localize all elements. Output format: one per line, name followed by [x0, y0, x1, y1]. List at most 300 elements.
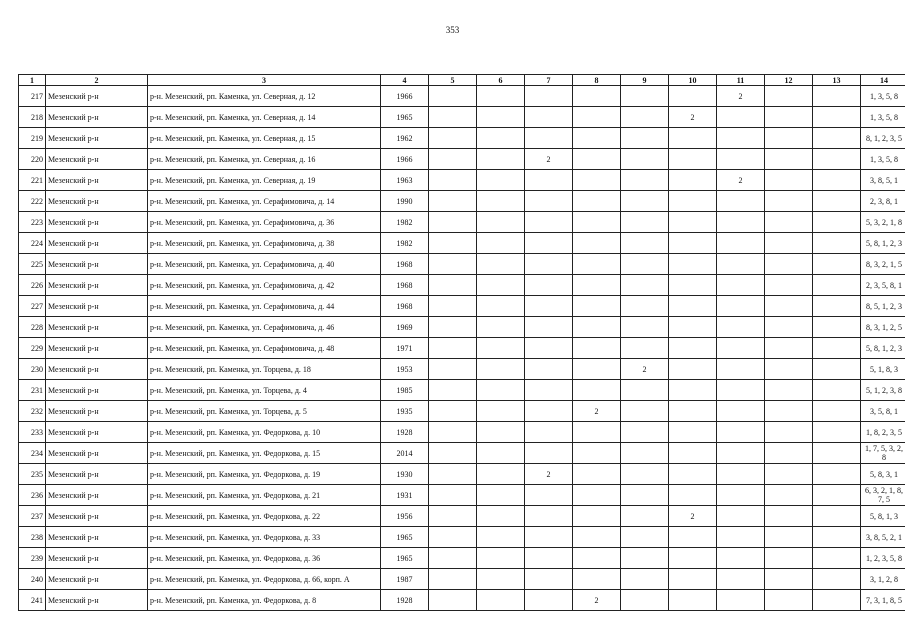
table-row — [19, 443, 905, 464]
col6-cell — [477, 506, 525, 527]
col5-cell — [429, 149, 477, 170]
col5-cell — [429, 380, 477, 401]
col7-cell — [525, 107, 573, 128]
col12-cell — [765, 275, 813, 296]
table-row — [19, 380, 905, 401]
codes-cell: 5, 8, 1, 3 — [861, 506, 905, 527]
col5-cell — [429, 401, 477, 422]
codes-cell: 3, 8, 5, 1 — [861, 170, 905, 191]
address-cell: р-н. Мезенский, рп. Каменка, ул. Серафимовича, д. 36 — [148, 212, 381, 233]
col9-cell — [621, 296, 669, 317]
col6-cell — [477, 485, 525, 506]
col7-cell — [525, 338, 573, 359]
row-number-cell: 232 — [19, 401, 46, 422]
register-table — [18, 74, 905, 611]
address-cell: р-н. Мезенский, рп. Каменка, ул. Федоркова, д. 66, корп. А — [148, 569, 381, 590]
col9-cell — [621, 401, 669, 422]
col12-cell — [765, 359, 813, 380]
address-cell: р-н. Мезенский, рп. Каменка, ул. Северная, д. 14 — [148, 107, 381, 128]
table-row — [19, 317, 905, 338]
year-cell: 1982 — [381, 212, 429, 233]
col6-cell — [477, 401, 525, 422]
col11-cell — [717, 464, 765, 485]
col11-cell — [717, 254, 765, 275]
district-cell: Мезенский р-н — [46, 128, 148, 149]
row-number-cell: 224 — [19, 233, 46, 254]
district-cell: Мезенский р-н — [46, 296, 148, 317]
col7-cell — [525, 590, 573, 611]
col7-cell: 2 — [525, 464, 573, 485]
col6-cell — [477, 569, 525, 590]
codes-cell: 2, 3, 8, 1 — [861, 191, 905, 212]
col10-cell — [669, 254, 717, 275]
col10-cell — [669, 338, 717, 359]
row-number-cell: 241 — [19, 590, 46, 611]
col5-cell — [429, 86, 477, 107]
district-cell: Мезенский р-н — [46, 233, 148, 254]
col5-cell — [429, 128, 477, 149]
col10-cell — [669, 590, 717, 611]
col8-cell — [573, 128, 621, 149]
col13-cell — [813, 401, 861, 422]
year-cell: 1928 — [381, 590, 429, 611]
col5-cell — [429, 422, 477, 443]
row-number-cell: 237 — [19, 506, 46, 527]
address-cell: р-н. Мезенский, рп. Каменка, ул. Северная, д. 16 — [148, 149, 381, 170]
col11-cell — [717, 506, 765, 527]
col10-cell — [669, 401, 717, 422]
column-header-11: 11 — [717, 75, 765, 86]
codes-cell: 8, 5, 1, 2, 3 — [861, 296, 905, 317]
col12-cell — [765, 506, 813, 527]
col9-cell: 2 — [621, 359, 669, 380]
col8-cell — [573, 569, 621, 590]
col6-cell — [477, 464, 525, 485]
col10-cell — [669, 422, 717, 443]
col13-cell — [813, 569, 861, 590]
address-cell: р-н. Мезенский, рп. Каменка, ул. Федоркова, д. 33 — [148, 527, 381, 548]
col11-cell: 2 — [717, 170, 765, 191]
col12-cell — [765, 107, 813, 128]
year-cell: 1968 — [381, 296, 429, 317]
col7-cell — [525, 569, 573, 590]
year-cell: 1962 — [381, 128, 429, 149]
col7-cell — [525, 359, 573, 380]
col12-cell — [765, 590, 813, 611]
col10-cell — [669, 149, 717, 170]
col6-cell — [477, 191, 525, 212]
address-cell: р-н. Мезенский, рп. Каменка, ул. Федоркова, д. 21 — [148, 485, 381, 506]
col7-cell — [525, 506, 573, 527]
col13-cell — [813, 149, 861, 170]
col6-cell — [477, 170, 525, 191]
codes-cell: 3, 5, 8, 1 — [861, 401, 905, 422]
district-cell: Мезенский р-н — [46, 191, 148, 212]
col13-cell — [813, 380, 861, 401]
col10-cell — [669, 569, 717, 590]
table-row — [19, 359, 905, 380]
year-cell: 1990 — [381, 191, 429, 212]
row-number-cell: 229 — [19, 338, 46, 359]
col6-cell — [477, 212, 525, 233]
col13-cell — [813, 464, 861, 485]
col13-cell — [813, 233, 861, 254]
col8-cell — [573, 506, 621, 527]
col5-cell — [429, 548, 477, 569]
col13-cell — [813, 548, 861, 569]
col11-cell — [717, 485, 765, 506]
col7-cell — [525, 317, 573, 338]
col11-cell — [717, 443, 765, 464]
col11-cell — [717, 149, 765, 170]
year-cell: 1963 — [381, 170, 429, 191]
col9-cell — [621, 443, 669, 464]
col8-cell — [573, 212, 621, 233]
col5-cell — [429, 506, 477, 527]
col7-cell — [525, 170, 573, 191]
address-cell: р-н. Мезенский, рп. Каменка, ул. Северная, д. 19 — [148, 170, 381, 191]
col13-cell — [813, 317, 861, 338]
col13-cell — [813, 212, 861, 233]
col12-cell — [765, 128, 813, 149]
col5-cell — [429, 464, 477, 485]
col10-cell — [669, 527, 717, 548]
address-cell: р-н. Мезенский, рп. Каменка, ул. Федоркова, д. 8 — [148, 590, 381, 611]
col11-cell — [717, 380, 765, 401]
table-row — [19, 212, 905, 233]
address-cell: р-н. Мезенский, рп. Каменка, ул. Федоркова, д. 15 — [148, 443, 381, 464]
year-cell: 1931 — [381, 485, 429, 506]
col7-cell — [525, 422, 573, 443]
codes-cell: 5, 8, 3, 1 — [861, 464, 905, 485]
address-cell: р-н. Мезенский, рп. Каменка, ул. Серафимовича, д. 14 — [148, 191, 381, 212]
col8-cell — [573, 170, 621, 191]
col6-cell — [477, 149, 525, 170]
col7-cell — [525, 527, 573, 548]
col12-cell — [765, 191, 813, 212]
col9-cell — [621, 506, 669, 527]
district-cell: Мезенский р-н — [46, 527, 148, 548]
col9-cell — [621, 380, 669, 401]
column-header-5: 5 — [429, 75, 477, 86]
col10-cell — [669, 296, 717, 317]
district-cell: Мезенский р-н — [46, 212, 148, 233]
col11-cell — [717, 359, 765, 380]
codes-cell: 5, 1, 2, 3, 8 — [861, 380, 905, 401]
table-row — [19, 191, 905, 212]
codes-cell: 5, 8, 1, 2, 3 — [861, 338, 905, 359]
table-row — [19, 401, 905, 422]
col5-cell — [429, 107, 477, 128]
col10-cell — [669, 128, 717, 149]
row-number-cell: 218 — [19, 107, 46, 128]
col11-cell — [717, 569, 765, 590]
table-row — [19, 506, 905, 527]
table-row — [19, 464, 905, 485]
row-number-cell: 221 — [19, 170, 46, 191]
col10-cell — [669, 464, 717, 485]
codes-cell: 1, 3, 5, 8 — [861, 107, 905, 128]
col8-cell — [573, 464, 621, 485]
col9-cell — [621, 338, 669, 359]
col9-cell — [621, 590, 669, 611]
col8-cell — [573, 296, 621, 317]
col9-cell — [621, 548, 669, 569]
col10-cell — [669, 359, 717, 380]
year-cell: 1965 — [381, 527, 429, 548]
col6-cell — [477, 359, 525, 380]
col5-cell — [429, 212, 477, 233]
col9-cell — [621, 170, 669, 191]
col7-cell — [525, 254, 573, 275]
row-number-cell: 228 — [19, 317, 46, 338]
row-number-cell: 233 — [19, 422, 46, 443]
column-header-3: 3 — [148, 75, 381, 86]
col7-cell — [525, 401, 573, 422]
col8-cell — [573, 338, 621, 359]
district-cell: Мезенский р-н — [46, 464, 148, 485]
col13-cell — [813, 86, 861, 107]
col8-cell — [573, 317, 621, 338]
codes-cell: 3, 1, 2, 8 — [861, 569, 905, 590]
codes-cell: 5, 3, 2, 1, 8 — [861, 212, 905, 233]
col5-cell — [429, 233, 477, 254]
col8-cell — [573, 443, 621, 464]
codes-cell: 8, 3, 2, 1, 5 — [861, 254, 905, 275]
col6-cell — [477, 233, 525, 254]
col13-cell — [813, 191, 861, 212]
district-cell: Мезенский р-н — [46, 170, 148, 191]
col6-cell — [477, 527, 525, 548]
page-number: 353 — [445, 25, 460, 35]
col6-cell — [477, 86, 525, 107]
col12-cell — [765, 86, 813, 107]
col12-cell — [765, 212, 813, 233]
col12-cell — [765, 485, 813, 506]
col10-cell — [669, 170, 717, 191]
col10-cell — [669, 380, 717, 401]
address-cell: р-н. Мезенский, рп. Каменка, ул. Торцева, д. 5 — [148, 401, 381, 422]
col13-cell — [813, 359, 861, 380]
col11-cell — [717, 338, 765, 359]
col6-cell — [477, 422, 525, 443]
col10-cell — [669, 191, 717, 212]
address-cell: р-н. Мезенский, рп. Каменка, ул. Серафимовича, д. 46 — [148, 317, 381, 338]
col11-cell — [717, 590, 765, 611]
col8-cell — [573, 527, 621, 548]
table-row — [19, 422, 905, 443]
col9-cell — [621, 191, 669, 212]
codes-cell: 1, 3, 5, 8 — [861, 149, 905, 170]
col8-cell — [573, 254, 621, 275]
year-cell: 2014 — [381, 443, 429, 464]
col5-cell — [429, 296, 477, 317]
col8-cell: 2 — [573, 590, 621, 611]
table-row — [19, 296, 905, 317]
column-header-8: 8 — [573, 75, 621, 86]
col12-cell — [765, 464, 813, 485]
col13-cell — [813, 170, 861, 191]
row-number-cell: 219 — [19, 128, 46, 149]
table-row — [19, 569, 905, 590]
row-number-cell: 235 — [19, 464, 46, 485]
col7-cell — [525, 191, 573, 212]
col9-cell — [621, 254, 669, 275]
codes-cell: 3, 8, 5, 2, 1 — [861, 527, 905, 548]
row-number-cell: 225 — [19, 254, 46, 275]
col12-cell — [765, 401, 813, 422]
column-header-13: 13 — [813, 75, 861, 86]
col8-cell — [573, 275, 621, 296]
col11-cell: 2 — [717, 86, 765, 107]
codes-cell: 8, 1, 2, 3, 5 — [861, 128, 905, 149]
col5-cell — [429, 254, 477, 275]
table-row — [19, 128, 905, 149]
row-number-cell: 238 — [19, 527, 46, 548]
address-cell: р-н. Мезенский, рп. Каменка, ул. Серафимовича, д. 44 — [148, 296, 381, 317]
col9-cell — [621, 128, 669, 149]
year-cell: 1987 — [381, 569, 429, 590]
col11-cell — [717, 527, 765, 548]
address-cell: р-н. Мезенский, рп. Каменка, ул. Торцева, д. 4 — [148, 380, 381, 401]
col12-cell — [765, 317, 813, 338]
address-cell: р-н. Мезенский, рп. Каменка, ул. Серафимовича, д. 40 — [148, 254, 381, 275]
col7-cell — [525, 212, 573, 233]
col11-cell — [717, 548, 765, 569]
address-cell: р-н. Мезенский, рп. Каменка, ул. Серафимовича, д. 42 — [148, 275, 381, 296]
year-cell: 1965 — [381, 107, 429, 128]
district-cell: Мезенский р-н — [46, 107, 148, 128]
year-cell: 1930 — [381, 464, 429, 485]
district-cell: Мезенский р-н — [46, 338, 148, 359]
col6-cell — [477, 254, 525, 275]
column-header-14: 14 — [861, 75, 905, 86]
year-cell: 1953 — [381, 359, 429, 380]
district-cell: Мезенский р-н — [46, 401, 148, 422]
col7-cell — [525, 86, 573, 107]
codes-cell: 1, 8, 2, 3, 5 — [861, 422, 905, 443]
column-header-2: 2 — [46, 75, 148, 86]
district-cell: Мезенский р-н — [46, 569, 148, 590]
col9-cell — [621, 464, 669, 485]
year-cell: 1935 — [381, 401, 429, 422]
column-header-7: 7 — [525, 75, 573, 86]
col9-cell — [621, 86, 669, 107]
col11-cell — [717, 422, 765, 443]
col12-cell — [765, 170, 813, 191]
table-row — [19, 170, 905, 191]
table-row — [19, 107, 905, 128]
col8-cell — [573, 380, 621, 401]
table-row — [19, 485, 905, 506]
col5-cell — [429, 485, 477, 506]
codes-cell: 2, 3, 5, 8, 1 — [861, 275, 905, 296]
row-number-cell: 239 — [19, 548, 46, 569]
district-cell: Мезенский р-н — [46, 317, 148, 338]
codes-cell: 5, 8, 1, 2, 3 — [861, 233, 905, 254]
col12-cell — [765, 422, 813, 443]
col10-cell — [669, 317, 717, 338]
district-cell: Мезенский р-н — [46, 443, 148, 464]
codes-cell: 7, 3, 1, 8, 5 — [861, 590, 905, 611]
col9-cell — [621, 569, 669, 590]
col5-cell — [429, 590, 477, 611]
row-number-cell: 230 — [19, 359, 46, 380]
address-cell: р-н. Мезенский, рп. Каменка, ул. Федоркова, д. 10 — [148, 422, 381, 443]
col11-cell — [717, 191, 765, 212]
col8-cell — [573, 233, 621, 254]
column-header-9: 9 — [621, 75, 669, 86]
col10-cell — [669, 485, 717, 506]
codes-cell: 1, 3, 5, 8 — [861, 86, 905, 107]
col5-cell — [429, 359, 477, 380]
year-cell: 1982 — [381, 233, 429, 254]
col12-cell — [765, 548, 813, 569]
year-cell: 1928 — [381, 422, 429, 443]
district-cell: Мезенский р-н — [46, 422, 148, 443]
table-row — [19, 527, 905, 548]
col8-cell: 2 — [573, 401, 621, 422]
col11-cell — [717, 212, 765, 233]
col9-cell — [621, 107, 669, 128]
col9-cell — [621, 275, 669, 296]
year-cell: 1971 — [381, 338, 429, 359]
col13-cell — [813, 422, 861, 443]
col11-cell — [717, 317, 765, 338]
year-cell: 1985 — [381, 380, 429, 401]
column-header-4: 4 — [381, 75, 429, 86]
col6-cell — [477, 317, 525, 338]
district-cell: Мезенский р-н — [46, 506, 148, 527]
col7-cell — [525, 128, 573, 149]
col13-cell — [813, 590, 861, 611]
col11-cell — [717, 128, 765, 149]
col12-cell — [765, 296, 813, 317]
col10-cell — [669, 86, 717, 107]
col13-cell — [813, 107, 861, 128]
col13-cell — [813, 527, 861, 548]
col6-cell — [477, 380, 525, 401]
column-header-1: 1 — [19, 75, 46, 86]
header-row — [19, 75, 905, 86]
table-body — [19, 86, 905, 611]
col11-cell — [717, 107, 765, 128]
codes-cell: 8, 3, 1, 2, 5 — [861, 317, 905, 338]
col11-cell — [717, 233, 765, 254]
row-number-cell: 222 — [19, 191, 46, 212]
codes-cell: 1, 7, 5, 3, 2, 8 — [861, 443, 905, 464]
col8-cell — [573, 359, 621, 380]
col12-cell — [765, 338, 813, 359]
year-cell: 1965 — [381, 548, 429, 569]
col12-cell — [765, 254, 813, 275]
col12-cell — [765, 527, 813, 548]
col10-cell — [669, 443, 717, 464]
col7-cell — [525, 485, 573, 506]
table-row — [19, 233, 905, 254]
year-cell: 1966 — [381, 86, 429, 107]
table-row — [19, 149, 905, 170]
column-header-12: 12 — [765, 75, 813, 86]
col7-cell — [525, 275, 573, 296]
row-number-cell: 223 — [19, 212, 46, 233]
codes-cell: 5, 1, 8, 3 — [861, 359, 905, 380]
table-row — [19, 254, 905, 275]
col9-cell — [621, 233, 669, 254]
col8-cell — [573, 548, 621, 569]
district-cell: Мезенский р-н — [46, 359, 148, 380]
district-cell: Мезенский р-н — [46, 254, 148, 275]
